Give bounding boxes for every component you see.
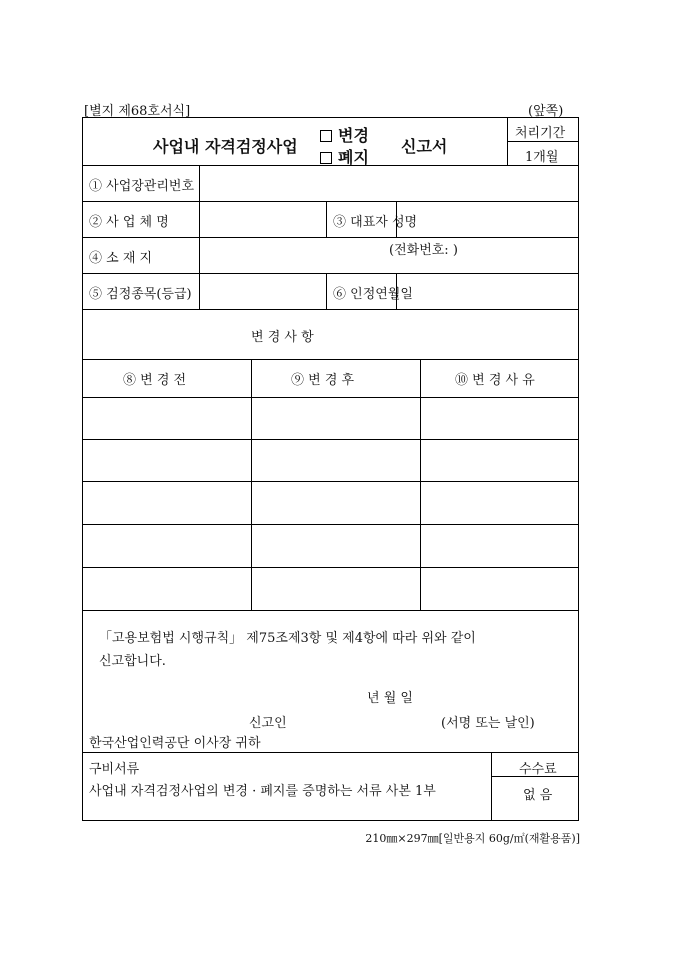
approval-date-label: ⑥ 인정연월일 (333, 287, 413, 302)
form-title: 사업내 자격검정사업 (153, 137, 298, 156)
recipient: 한국산업인력공단 이사장 귀하 (89, 736, 261, 751)
page-side-label: (앞쪽) (528, 104, 564, 119)
form-title-suffix: 신고서 (401, 137, 448, 156)
documents-label: 구비서류 (89, 762, 140, 777)
processing-period-label: 처리기간 (515, 126, 566, 141)
close-checkbox[interactable] (320, 152, 332, 164)
declaration-line2: 신고합니다. (99, 654, 166, 669)
fee-value: 없 음 (523, 788, 553, 803)
date-line: 년 월 일 (367, 691, 413, 706)
exam-type-label: ⑤ 검정종목(등급) (89, 287, 192, 302)
documents-item: 사업내 자격검정사업의 변경 · 폐지를 증명하는 서류 사본 1부 (89, 784, 436, 799)
processing-period-value: 1개월 (525, 150, 559, 165)
col-after: ⑨ 변 경 후 (291, 373, 355, 388)
biz-name-label: ② 사 업 체 명 (89, 215, 169, 230)
mgmt-no-label: ① 사업장관리번호 (89, 179, 195, 194)
changes-title: 변 경 사 항 (251, 330, 314, 345)
phone-field: (전화번호: ) (389, 243, 458, 258)
col-before: ⑧ 변 경 전 (123, 373, 187, 388)
form-number: [별지 제68호서식] (84, 104, 191, 119)
applicant-label: 신고인 (249, 716, 287, 731)
paper-spec: 210㎜×297㎜[일반용지 60g/㎡(재활용품)] (365, 832, 580, 845)
col-reason: ⑩ 변 경 사 유 (455, 373, 535, 388)
report-form (82, 117, 579, 821)
declaration-line1: 「고용보험법 시행규칙」 제75조제3항 및 제4항에 따라 위와 같이 (99, 631, 476, 646)
change-checkbox[interactable] (320, 130, 332, 142)
option-close[interactable]: 폐지 (320, 145, 369, 168)
signature-label: (서명 또는 날인) (441, 716, 535, 731)
option-change[interactable]: 변경 (320, 123, 369, 146)
rep-name-label: ③ 대표자 성명 (333, 215, 418, 230)
fee-label: 수수료 (519, 762, 557, 777)
address-label: ④ 소 재 지 (89, 251, 153, 266)
